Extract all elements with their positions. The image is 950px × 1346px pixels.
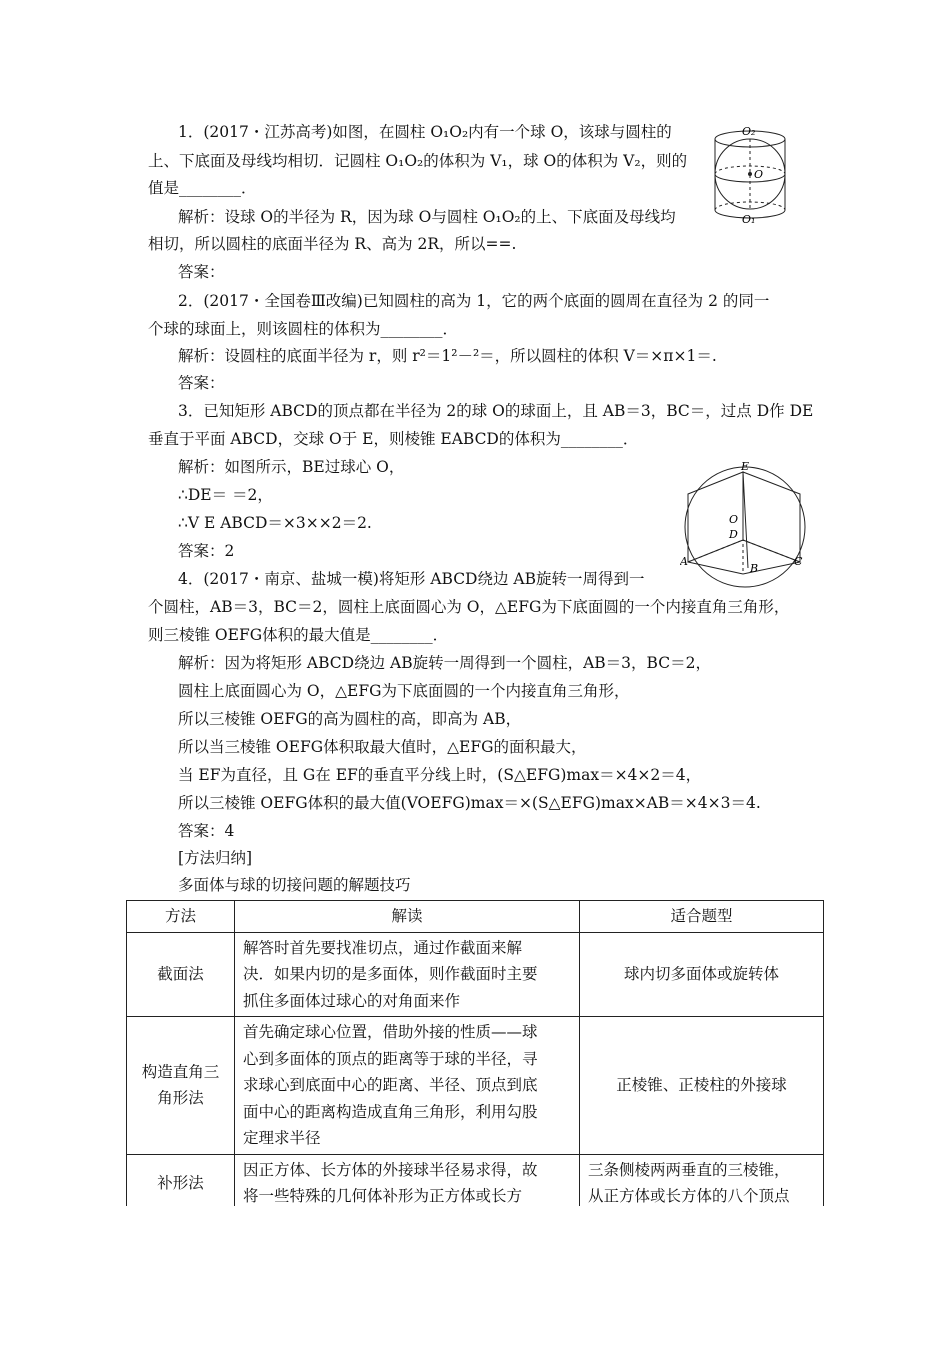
problem-2-line-2: 个球的球面上，则该圆柱的体积为________．: [148, 320, 459, 338]
row-2-reading-line: 求球心到底面中心的距离、半径、顶点到底: [243, 1076, 538, 1094]
row-1-reading-line: 解答时首先要找准切点，通过作截面来解: [243, 938, 523, 957]
problem-3-solution-3: ∴V E ABCD＝×3××2＝2.: [178, 514, 372, 532]
sphere-label-o: O: [729, 513, 739, 526]
problem-2-solution: 解析：设圆柱的底面半径为 r，则 r²＝1²－²＝，所以圆柱的体积 V＝×π×1＝.: [178, 347, 717, 365]
page-bottom-margin: [0, 1206, 950, 1346]
row-2-method: [127, 1017, 235, 1155]
problem-1-line-1: 1．(2017・江苏高考)如图，在圆柱 O₁O₂内有一个球 O，该球与圆柱的: [178, 123, 672, 141]
problem-4-solution-4: 所以当三棱锥 OEFG体积取最大值时，△EFG的面积最大，: [178, 738, 587, 756]
table-header-row: [127, 901, 824, 933]
row-2-reading: [235, 1017, 580, 1155]
row-3-fit: [580, 1154, 824, 1212]
problem-3-line-2: 垂直于平面 ABCD，交球 O于 E，则棱锥 EABCD的体积为________．: [148, 430, 639, 448]
problem-2-answer: 答案：: [178, 374, 225, 392]
row-2-reading-line: 面中心的距离构造成直角三角形，利用勾股: [243, 1102, 538, 1121]
problem-4-line-3: 则三棱锥 OEFG体积的最大值是________．: [148, 626, 449, 644]
problem-4-solution-1: 解析：因为将矩形 ABCD绕边 AB旋转一周得到一个圆柱，AB＝3，BC＝2，: [178, 654, 711, 672]
problem-2-line-1: 2．(2017・全国卷Ⅲ改编)已知圆柱的高为 1，它的两个底面的圆周在直径为 2 的同一: [178, 292, 770, 310]
method-summary-heading: [方法归纳]: [178, 849, 253, 867]
cylinder-label-o1: O₁: [742, 213, 756, 226]
row-2-reading-line: 定理求半径: [243, 1129, 321, 1147]
problem-3-solution-1: 解析：如图所示，BE过球心 O，: [178, 458, 405, 476]
row-3-reading: [235, 1154, 580, 1212]
method-table: [126, 900, 824, 1213]
row-1-reading-line: 抓住多面体过球心的对角面来作: [243, 991, 461, 1010]
problem-1-solution-1: 解析：设球 O的半径为 R，因为球 O与圆柱 O₁O₂的上、下底面及母线均: [178, 208, 676, 226]
cylinder-label-o: O: [754, 168, 764, 181]
problem-1-line-3: 值是________．: [148, 179, 257, 197]
row-1-reading-line: 决．如果内切的是多面体，则作截面时主要: [243, 965, 538, 983]
problem-3-line-1: 3．已知矩形 ABCD的顶点都在半径为 2的球 O的球面上，且 AB＝3，BC＝，过点 D作 DE: [178, 402, 814, 420]
row-2-reading-line: 心到多面体的顶点的距离等于球的半径，寻: [243, 1049, 538, 1068]
problem-4-line-2: 个圆柱，AB＝3，BC＝2，圆柱上底面圆心为 O，△EFG为下底面圆的一个内接直角三角形，: [148, 598, 790, 616]
row-2-fit: 正棱锥、正棱柱的外接球: [580, 1017, 824, 1155]
table-row: [127, 932, 824, 1017]
method-summary-subheading: 多面体与球的切接问题的解题技巧: [178, 876, 411, 894]
header-method: 方法: [127, 901, 235, 933]
row-1-reading: [235, 932, 580, 1017]
sphere-label-c: C: [794, 555, 803, 568]
cylinder-label-o2: O₂: [742, 125, 756, 138]
table-row: [127, 1154, 824, 1212]
problem-4-solution-3: 所以三棱锥 OEFG的高为圆柱的高，即高为 AB，: [178, 710, 522, 728]
row-3-method: 补形法: [127, 1154, 235, 1212]
sphere-label-b: B: [750, 562, 759, 575]
row-2-method-text: 构造直角三角形法: [141, 1062, 220, 1108]
header-fit: 适合题型: [580, 901, 824, 933]
row-3-fit-line: 从正方体或长方体的八个顶点: [588, 1187, 790, 1205]
row-3-reading-line: 将一些特殊的几何体补形为正方体或长方: [243, 1187, 523, 1205]
table-row: [127, 1017, 824, 1155]
header-reading: 解读: [235, 901, 580, 933]
sphere-rectangle-figure: [680, 462, 810, 592]
problem-4-solution-5: 当 EF为直径，且 G在 EF的垂直平分线上时，(S△EFG)max＝×4×2＝4，: [178, 766, 702, 784]
problem-1-solution-2: 相切，所以圆柱的底面半径为 R、高为 2R，所以==.: [148, 235, 517, 253]
row-1-method: 截面法: [127, 932, 235, 1017]
cylinder-sphere-figure: [708, 122, 803, 227]
row-1-fit: 球内切多面体或旋转体: [580, 932, 824, 1017]
problem-1-line-2: 上、下底面及母线均相切．记圆柱 O₁O₂的体积为 V₁，球 O的体积为 V₂，则的: [148, 152, 688, 170]
problem-4-solution-2: 圆柱上底面圆心为 O，△EFG为下底面圆的一个内接直角三角形，: [178, 682, 630, 700]
row-3-reading-line: 因正方体、长方体的外接球半径易求得，故: [243, 1160, 538, 1179]
problem-1-answer: 答案：: [178, 263, 225, 281]
problem-4-solution-6: 所以三棱锥 OEFG体积的最大值(VOEFG)max＝×(S△EFG)max×AB＝×4×3＝4.: [178, 794, 761, 812]
row-3-fit-line: 三条侧棱两两垂直的三棱锥，: [588, 1160, 790, 1179]
problem-3-answer: 答案：2: [178, 542, 235, 560]
problem-4-answer: 答案：4: [178, 822, 235, 840]
sphere-label-a: A: [680, 555, 688, 568]
sphere-label-d: D: [729, 528, 738, 541]
sphere-label-e: E: [741, 462, 750, 473]
problem-4-line-1: 4．(2017・南京、盐城一模)将矩形 ABCD绕边 AB旋转一周得到一: [178, 570, 645, 588]
row-2-reading-line: 首先确定球心位置，借助外接的性质——球: [243, 1023, 538, 1041]
problem-3-solution-2: ∴DE＝ ＝2，: [178, 486, 273, 504]
